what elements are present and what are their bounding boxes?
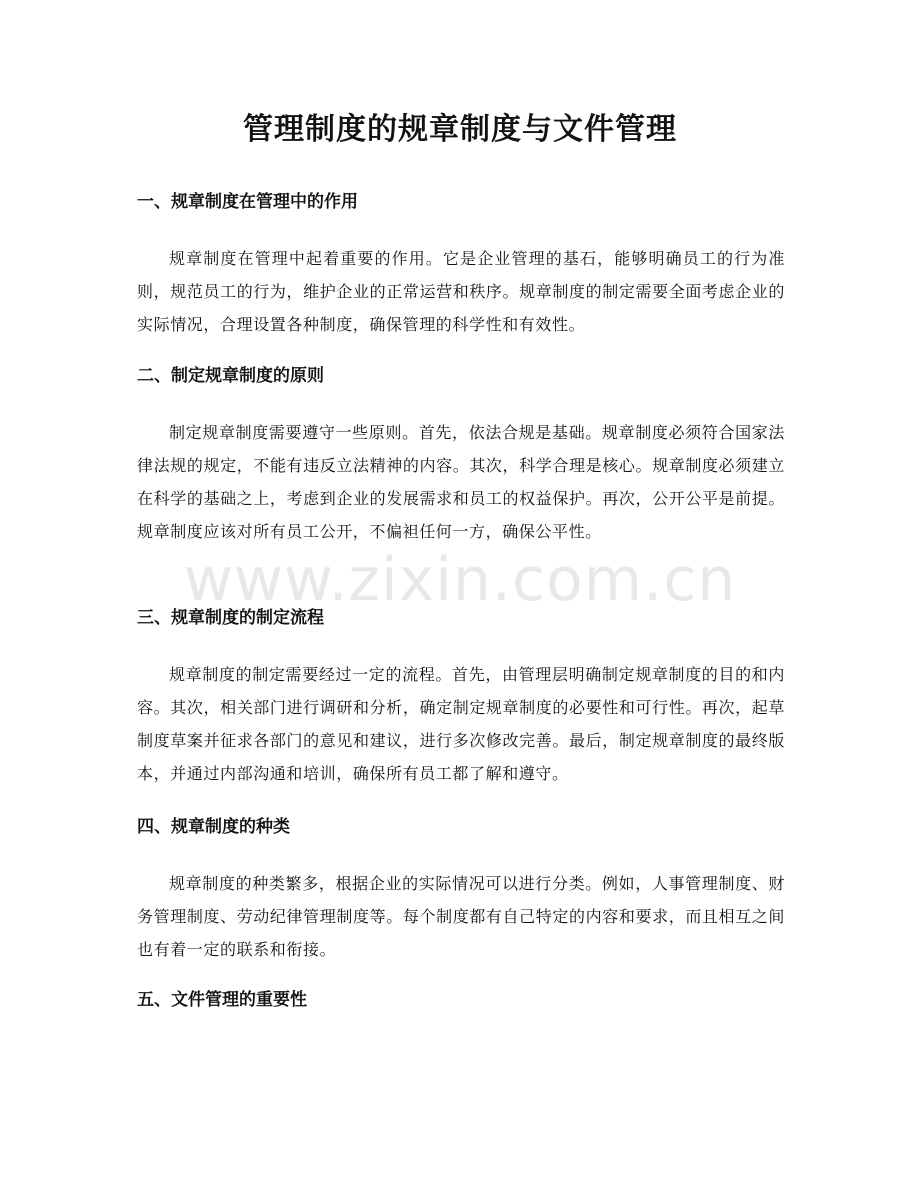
section-paragraph: 制定规章制度需要遵守一些原则。首先，依法合规是基础。规章制度必须符合国家法律法规的规定，不能有违反立法精神的内容。其次，科学合理是核心。规章制度必须建立在科学的基础之上，考虑到企业的发展需求和员工的权益保护。再次，公开公平是前提。规章制度应该对所有员工公开，不偏袒任何一方，确保公平性。 xyxy=(137,423,785,541)
section-principles xyxy=(137,364,785,548)
section-paragraph: 规章制度的种类繁多，根据企业的实际情况可以进行分类。例如，人事管理制度、财务管理制度、劳动纪律管理制度等。每个制度都有自己特定的内容和要求，而且相互之间也有着一定的联系和衔接。 xyxy=(137,874,785,959)
document-title: 管理制度的规章制度与文件管理 xyxy=(243,112,677,147)
section-heading: 四、规章制度的种类 xyxy=(137,817,290,837)
section-types xyxy=(137,815,785,966)
section-paragraph: 规章制度的制定需要经过一定的流程。首先，由管理层明确制定规章制度的目的和内容。其次，相关部门进行调研和分析，确定制定规章制度的必要性和可行性。再次，起草制度草案并征求各部门的意见和建议，进行多次修改完善。最后，制定规章制度的最终版本，并通过内部沟通和培训，确保所有员工都了解和遵守。 xyxy=(137,665,785,783)
section-heading: 五、文件管理的重要性 xyxy=(137,990,307,1010)
section-heading: 三、规章制度的制定流程 xyxy=(137,608,324,628)
section-document-management-importance xyxy=(137,988,785,1012)
section-role-of-regulations xyxy=(137,190,785,341)
watermark: www.zixin.com.cn xyxy=(183,545,737,615)
section-drafting-process xyxy=(137,606,785,790)
section-heading: 二、制定规章制度的原则 xyxy=(137,366,324,386)
section-paragraph: 规章制度在管理中起着重要的作用。它是企业管理的基石，能够明确员工的行为准则，规范员工的行为，维护企业的正常运营和秩序。规章制度的制定需要全面考虑企业的实际情况，合理设置各种制度，确保管理的科学性和有效性。 xyxy=(137,249,785,334)
section-heading: 一、规章制度在管理中的作用 xyxy=(137,192,358,212)
